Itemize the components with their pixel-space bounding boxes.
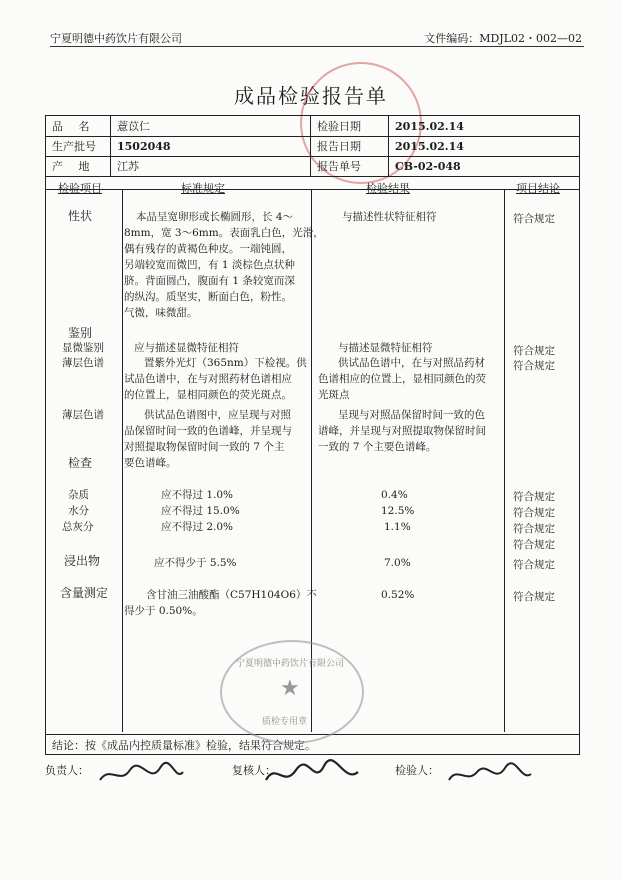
res-baoceng-1a: 供试品色谱中，在与对照品药材: [338, 357, 485, 369]
star-icon: ★: [280, 676, 300, 701]
batch-no: 1502048: [111, 136, 311, 156]
report-no: CB-02-048: [395, 159, 461, 173]
con-jinchuwu: 符合规定: [513, 559, 555, 571]
reviewer-label: 复核人：: [232, 764, 276, 777]
std-huifen: 应不得过 2.0%: [161, 521, 234, 533]
std-xianwei: 应与描述显微特征相符: [134, 342, 239, 354]
col-divider-3: [504, 189, 505, 732]
std-baoceng-2a: 供试品色谱图中，应呈现与对照: [144, 409, 291, 421]
col-result: 检验结果: [366, 182, 410, 195]
report-no-label: 报告单号: [311, 156, 389, 176]
res-xianwei: 与描述显微特征相符: [338, 342, 433, 354]
seal-top-text: 宁夏明德中药饮片有限公司: [236, 659, 345, 669]
header-rule-line: [46, 189, 579, 190]
con-huifen: 符合规定: [513, 523, 555, 535]
std-baoceng-2c: 对照提取物保留时间一致的 7 个主: [124, 441, 285, 453]
signature-responsible: [95, 760, 185, 790]
report-date-label: 报告日期: [311, 136, 389, 156]
seal-bottom: [220, 640, 364, 744]
inspect-date-label: 检验日期: [311, 116, 389, 136]
std-xingzhuang-7: 气微，味微甜。: [124, 307, 198, 319]
batch-label: 生产批号: [46, 136, 111, 156]
col-divider-1: [122, 189, 123, 732]
inspector-label: 检验人：: [395, 764, 439, 777]
res-hanliang: 0.52%: [381, 589, 415, 601]
res-baoceng-2c: 一致的 7 个主要色谱峰。: [318, 441, 437, 453]
res-zazhi: 0.4%: [381, 489, 408, 501]
name-label: 品 名: [46, 116, 111, 136]
std-baoceng-1c: 的位置上，显相同颜色的荧光斑点。: [124, 389, 292, 401]
sub-huifen: 总灰分: [62, 521, 94, 533]
col-conclusion: 项目结论: [516, 182, 560, 195]
sub-baoceng-2: 薄层色谱: [62, 409, 104, 421]
item-jiancha: 检查: [68, 456, 93, 470]
info-row-2: [46, 136, 579, 157]
item-xingzhuang: 性状: [68, 209, 93, 223]
page-title: 成品检验报告单: [234, 84, 388, 108]
con-jiancha-extra: 符合规定: [513, 539, 555, 551]
std-baoceng-2b: 品保留时间一致的色谱峰，并呈现与: [124, 425, 292, 437]
std-xingzhuang-1: 本品呈宽卵形或长椭圆形，长 4～: [136, 211, 294, 223]
signature-inspector: [445, 760, 535, 790]
seal-bottom-text: 质检专用章: [262, 717, 308, 727]
inspect-date: 2015.02.14: [395, 119, 464, 133]
origin-label: 产 地: [46, 156, 111, 176]
std-hanliang-1: 含甘油三油酸酯（C57H104O6）不: [146, 589, 317, 601]
con-baoceng-1: 符合规定: [513, 360, 555, 372]
company-name: 宁夏明德中药饮片有限公司: [50, 32, 182, 45]
con-hanliang: 符合规定: [513, 591, 555, 603]
item-jinchuwu: 浸出物: [64, 554, 101, 568]
product-name: 薏苡仁: [111, 116, 311, 136]
std-hanliang-2: 得少于 0.50%。: [124, 605, 203, 617]
std-xingzhuang-5: 脐。背面圆凸，腹面有 1 条较宽而深: [124, 275, 295, 287]
std-zazhi: 应不得过 1.0%: [161, 489, 234, 501]
res-baoceng-1c: 光斑点: [318, 389, 350, 401]
std-shuifen: 应不得过 15.0%: [161, 505, 240, 517]
con-xingzhuang: 符合规定: [513, 213, 555, 225]
res-huifen: 1.1%: [384, 521, 411, 533]
res-baoceng-1b: 色谱相应的位置上，显相同颜色的荧: [318, 373, 486, 385]
info-row-1: [46, 116, 579, 137]
responsible-label: 负责人：: [45, 764, 89, 777]
res-baoceng-2b: 谱峰，并呈现与对照提取物保留时间: [318, 425, 486, 437]
origin: 江苏: [111, 156, 311, 176]
std-xingzhuang-6: 的纵沟。质坚实，断面白色，粉性。: [124, 291, 292, 303]
col-item: 检验项目: [58, 182, 102, 195]
std-jinchuwu: 应不得少于 5.5%: [154, 557, 237, 569]
con-xianwei: 符合规定: [513, 345, 555, 357]
std-baoceng-2d: 要色谱峰。: [124, 457, 177, 469]
item-hanliang: 含量测定: [60, 586, 109, 600]
header-rule: [50, 46, 584, 47]
std-baoceng-1b: 试品色谱中，在与对照药材色谱相应: [124, 373, 292, 385]
std-xingzhuang-3: 偶有残存的黄褐色种皮。一端钝圆，: [124, 243, 292, 255]
document-code: 文件编码：MDJL02・002—02: [424, 32, 582, 45]
res-baoceng-2a: 呈现与对照品保留时间一致的色: [338, 409, 485, 421]
con-zazhi: 符合规定: [513, 491, 555, 503]
con-shuifen: 符合规定: [513, 507, 555, 519]
std-baoceng-1a: 置紫外光灯（365nm）下检视。供: [144, 357, 307, 369]
info-row-3: [46, 156, 579, 177]
res-jinchuwu: 7.0%: [384, 557, 411, 569]
std-xingzhuang-2: 8mm，宽 3～6mm。表面乳白色，光滑，: [124, 227, 324, 239]
signature-reviewer: [262, 758, 362, 793]
item-jianbie: 鉴别: [68, 326, 93, 340]
sub-zazhi: 杂质: [68, 489, 89, 501]
conclusion-text: 结论：按《成品内控质量标准》检验，结果符合规定。: [52, 739, 316, 752]
col-standard: 标准规定: [181, 182, 225, 195]
res-xingzhuang: 与描述性状特征相符: [342, 211, 437, 223]
sub-baoceng-1: 薄层色谱: [62, 357, 104, 369]
sub-shuifen: 水分: [68, 505, 89, 517]
sub-xianwei: 显微鉴别: [62, 342, 104, 354]
std-xingzhuang-4: 另端较宽而微凹，有 1 淡棕色点状种: [124, 259, 295, 271]
report-date: 2015.02.14: [395, 139, 464, 153]
res-shuifen: 12.5%: [381, 505, 415, 517]
